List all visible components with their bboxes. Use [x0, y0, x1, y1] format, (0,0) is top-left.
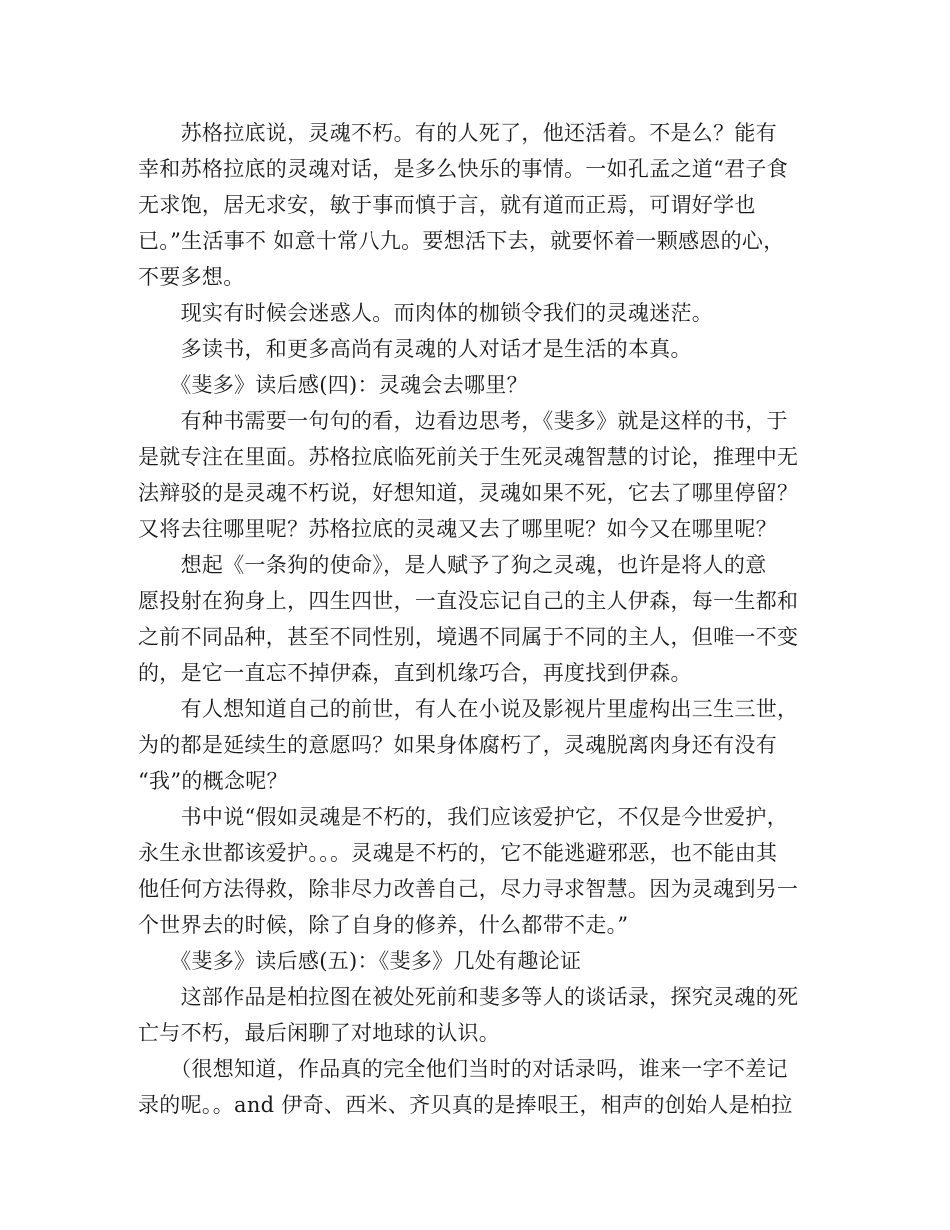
text-line: （很想知道，作品真的完全他们当时的对话录吗，谁来一字不差记 — [138, 1057, 788, 1081]
text-line: 之前不同品种，甚至不同性别，境遇不同属于不同的主人，但唯一不变 — [138, 625, 799, 649]
text-line: 愿投射在狗身上，四生四世，一直没忘记自己的主人伊森，每一生都和 — [138, 589, 799, 613]
text-line: 无求饱，居无求安，敏于事而慎于言，就有道而正焉，可谓好学也 — [138, 193, 756, 217]
text-line: 又将去往哪里呢？苏格拉底的灵魂又去了哪里呢？如今又在哪里呢？ — [138, 517, 777, 541]
text-line: 法辩驳的是灵魂不朽说，好想知道，灵魂如果不死，它去了哪里停留？ — [138, 481, 799, 505]
text-line: 这部作品是柏拉图在被处死前和斐多等人的谈话录，探究灵魂的死 — [138, 985, 799, 1009]
text-line: 苏格拉底说，灵魂不朽。有的人死了，他还活着。不是么？能有 — [138, 121, 777, 145]
text-line: 有种书需要一句句的看，边看边思考，《斐多》就是这样的书，于 — [138, 409, 788, 433]
text-line: 多读书，和更多高尚有灵魂的人对话才是生活的本真。 — [138, 337, 692, 361]
text-line: 不要多想。 — [138, 265, 245, 289]
text-line: 为的都是延续生的意愿吗？如果身体腐朽了，灵魂脱离肉身还有没有 — [138, 733, 777, 757]
text-line: 想起《一条狗的使命》，是人赋予了狗之灵魂，也许是将人的意 — [138, 553, 767, 577]
text-line: 有人想知道自己的前世，有人在小说及影视片里虚构出三生三世， — [138, 697, 799, 721]
text-line: 个世界去的时候，除了自身的修养，什么都带不走。” — [138, 913, 629, 937]
text-line: 幸和苏格拉底的灵魂对话，是多么快乐的事情。一如孔孟之道“君子食 — [138, 157, 789, 181]
text-line: 已。”生活事不 如意十常八九。要想活下去，就要怀着一颗感恩的心， — [138, 229, 785, 253]
section-heading: 《斐多》读后感(四)：灵魂会去哪里？ — [138, 373, 528, 397]
text-line: 是就专注在里面。苏格拉底临死前关于生死灵魂智慧的讨论，推理中无 — [138, 445, 799, 469]
text-line: 永生永世都该爱护。。。灵魂是不朽的，它不能逃避邪恶，也不能由其 — [138, 841, 778, 865]
text-line: 现实有时候会迷惑人。而肉体的枷锁令我们的灵魂迷茫。 — [138, 301, 714, 325]
text-line: 书中说“假如灵魂是不朽的，我们应该爱护它，不仅是今世爱护， — [138, 805, 789, 829]
text-line: 的，是它一直忘不掉伊森，直到机缘巧合，再度找到伊森。 — [138, 661, 692, 685]
section-heading: 《斐多》读后感(五)：《斐多》几处有趣论证 — [138, 949, 582, 973]
text-line: “我”的概念呢？ — [138, 769, 288, 793]
text-line: 亡与不朽，最后闲聊了对地球的认识。 — [138, 1021, 501, 1045]
text-line: 录的呢。。and 伊奇、西米、齐贝真的是捧哏王，相声的创始人是柏拉 — [138, 1093, 793, 1117]
text-line: 他任何方法得救，除非尽力改善自己，尽力寻求智慧。因为灵魂到另一 — [138, 877, 799, 901]
